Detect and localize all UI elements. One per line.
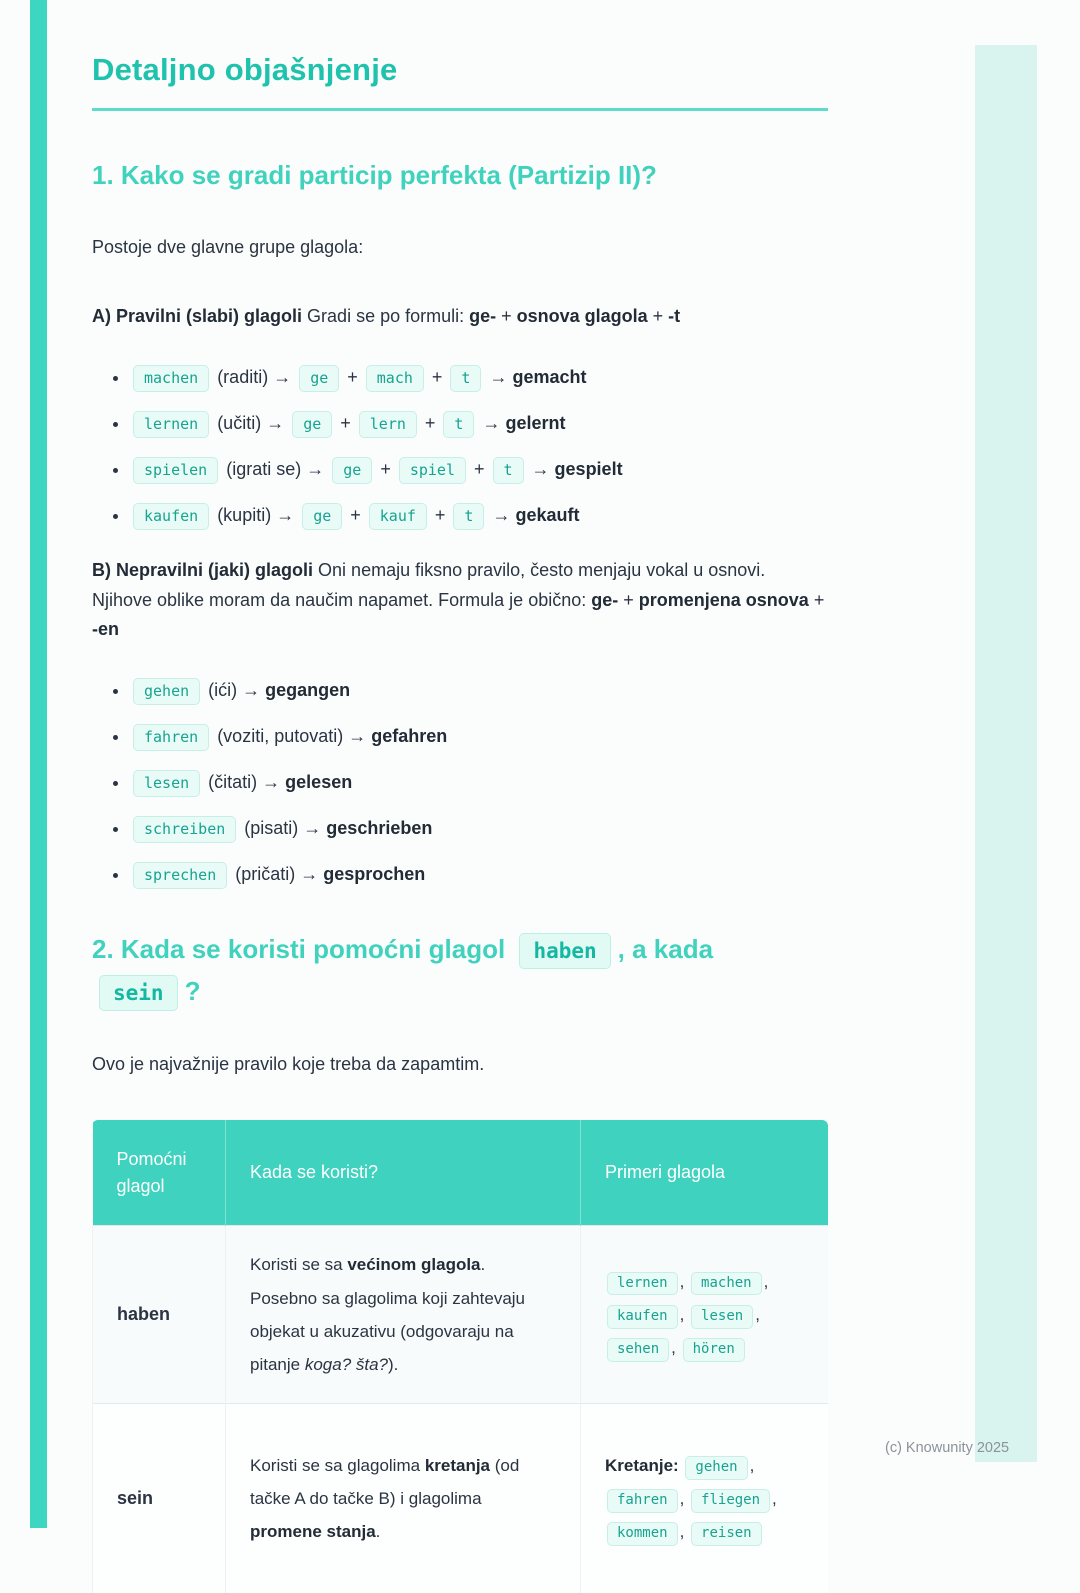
plus-separator: + [426,366,448,387]
col-header-auxiliary-verb: Pomoćni glagol [93,1120,226,1226]
plus-separator: + [342,366,363,387]
part-chip: ge [292,411,332,438]
comma-separator: , [749,1456,755,1475]
heading-text: 2. Kada se koristi pomoćni glagol [92,934,513,965]
list-item [130,859,828,889]
plus-separator: + [496,306,517,327]
participle-result: gefahren [371,726,448,747]
part-chip: spiel [399,457,466,484]
desc-bold: kretanja [424,1456,491,1475]
plus-separator: + [618,589,639,610]
table-row-haben [93,1226,829,1404]
group-a-formula-line [92,302,828,332]
list-item [130,500,828,530]
irregular-verbs-list [92,675,828,889]
col-header-when-used: Kada se koristi? [226,1120,581,1226]
participle-result: gekauft [515,504,580,525]
plus-separator: + [647,306,669,327]
participle-result: gespielt [554,458,623,479]
part-chip: ge [302,503,342,530]
list-item [130,454,828,484]
verb-chip: machen [133,365,209,392]
verb-chip: hören [683,1338,745,1362]
example-verbs [581,1403,829,1593]
part-chip: ge [299,365,339,392]
aux-verb-name: sein [93,1403,226,1593]
plus-separator: + [429,504,451,525]
group-b-label: B) Nepravilni (jaki) glagoli [92,559,314,580]
plus-separator: + [375,458,396,479]
section-1-heading: 1. Kako se gradi particip perfekta (Partizip II)? [92,160,657,190]
usage-description [226,1226,581,1404]
participle-result: gegangen [265,680,351,701]
participle-result: geschrieben [326,818,433,839]
desc-text: (od tačke A do tačke B) i glagolima [250,1456,520,1509]
part-chip: t [450,365,481,392]
arrow-separator: → [487,504,516,525]
verb-chip: reisen [691,1522,762,1546]
desc-text: Koristi se sa glagolima [250,1456,425,1475]
page-title: Detaljno objašnjenje [92,52,398,87]
part-chip: lern [359,411,417,438]
verb-meaning: (igrati se) → [221,458,330,479]
plus-separator: + [468,458,490,479]
right-accent-stripe [975,45,1037,1462]
plus-separator: + [345,504,366,525]
plus-separator: + [419,412,441,433]
table-header-row [93,1120,829,1226]
col-header-examples: Primeri glagola [581,1120,829,1226]
regular-verbs-list [92,362,828,530]
section-2-heading [92,929,797,1012]
verb-meaning: (raditi) → [212,366,297,387]
formula-stem: osnova glagola [516,306,648,327]
arrow-separator: → [477,412,506,433]
left-accent-stripe [30,0,47,1528]
formula-suffix: -en [92,619,119,640]
example-verbs [581,1226,829,1404]
section-2-intro: Ovo je najvažnije pravilo koje treba da zapamtim. [92,1054,485,1075]
list-item [130,721,828,751]
heading-text: , a kada [617,934,714,965]
haben-chip: haben [519,933,610,969]
verb-chip: spielen [133,457,218,484]
verb-chip: kaufen [607,1305,678,1329]
comma-separator: , [679,1522,690,1542]
list-item [130,813,828,843]
verb-chip: schreiben [133,816,236,843]
sein-chip: sein [99,975,178,1011]
verb-chip: machen [691,1272,762,1296]
examples-label: Kretanje: [605,1456,684,1475]
verb-chip: lernen [607,1272,678,1296]
desc-text: Koristi se sa [250,1255,348,1275]
verb-meaning: (voziti, putovati) → [212,726,372,747]
list-item [130,362,828,392]
desc-bold: većinom glagola [347,1255,481,1275]
verb-chip: lesen [133,770,200,797]
verb-chip: sehen [607,1338,669,1362]
verb-chip: fahren [607,1489,678,1513]
verb-meaning: (kupiti) → [212,504,300,525]
heading-text: ? [184,975,201,1006]
verb-chip: fliegen [691,1489,770,1513]
desc-text: . [375,1522,381,1542]
list-item [130,675,828,705]
part-chip: t [453,503,484,530]
section-1-intro: Postoje dve glavne grupe glagola: [92,236,364,257]
list-item [130,408,828,438]
verb-meaning: (ići) → [203,680,266,701]
formula-prefix: ge- [591,589,619,610]
group-b-formula-line [92,556,828,645]
desc-text: ). [388,1354,399,1374]
arrow-separator: → [484,366,513,387]
group-b-lead: Oni nemaju fiksno pravilo, često menjaju vokal u osnovi. Njihove oblike moram da naučim napamet. Formula je obično: [92,559,766,610]
part-chip: kauf [369,503,427,530]
verb-meaning: (učiti) → [212,412,290,433]
comma-separator: , [679,1271,690,1291]
verb-meaning: (čitati) → [203,772,286,793]
participle-result: gemacht [512,366,587,387]
comma-separator: , [772,1489,777,1509]
verb-chip: fahren [133,724,209,751]
usage-description [226,1403,581,1593]
part-chip: t [443,411,474,438]
aux-verb-name: haben [93,1226,226,1404]
copyright-credit: (c) Knowunity 2025 [885,1440,1010,1456]
participle-result: gelesen [285,772,353,793]
desc-text: . Posebno sa glagolima koji zahtevaju objekat u akuzativu (odgovaraju na pitanje [250,1255,526,1374]
formula-suffix: -t [668,306,681,327]
comma-separator: , [755,1305,760,1325]
verb-chip: lesen [691,1305,753,1329]
verb-chip: kaufen [133,503,209,530]
comma-separator: , [763,1271,769,1291]
desc-italic: koga? šta? [304,1354,389,1374]
comma-separator: , [679,1489,690,1509]
formula-prefix: ge- [469,306,497,327]
plus-separator: + [335,412,356,433]
verb-chip: kommen [607,1522,678,1546]
participle-result: gesprochen [323,864,426,885]
verb-chip: sprechen [133,862,227,889]
group-a-lead: Gradi se po formuli: [302,306,470,327]
verb-chip: lernen [133,411,209,438]
verb-chip: gehen [685,1456,747,1480]
comma-separator: , [671,1338,681,1358]
auxiliary-verbs-table [92,1120,828,1593]
list-item [130,767,828,797]
group-a-label: A) Pravilni (slabi) glagoli [92,306,303,327]
desc-bold: promene stanja [250,1522,376,1542]
table-row-sein [93,1403,829,1593]
verb-meaning: (pisati) → [239,818,327,839]
comma-separator: , [679,1305,690,1325]
part-chip: t [493,457,524,484]
participle-result: gelernt [505,412,566,433]
title-divider [92,108,828,111]
verb-meaning: (pričati) → [230,864,324,885]
verb-chip: gehen [133,678,200,705]
part-chip: ge [332,457,372,484]
formula-stem: promenjena osnova [638,589,809,610]
plus-separator: + [808,589,825,610]
arrow-separator: → [526,458,555,479]
part-chip: mach [366,365,424,392]
document-content [92,52,828,1593]
